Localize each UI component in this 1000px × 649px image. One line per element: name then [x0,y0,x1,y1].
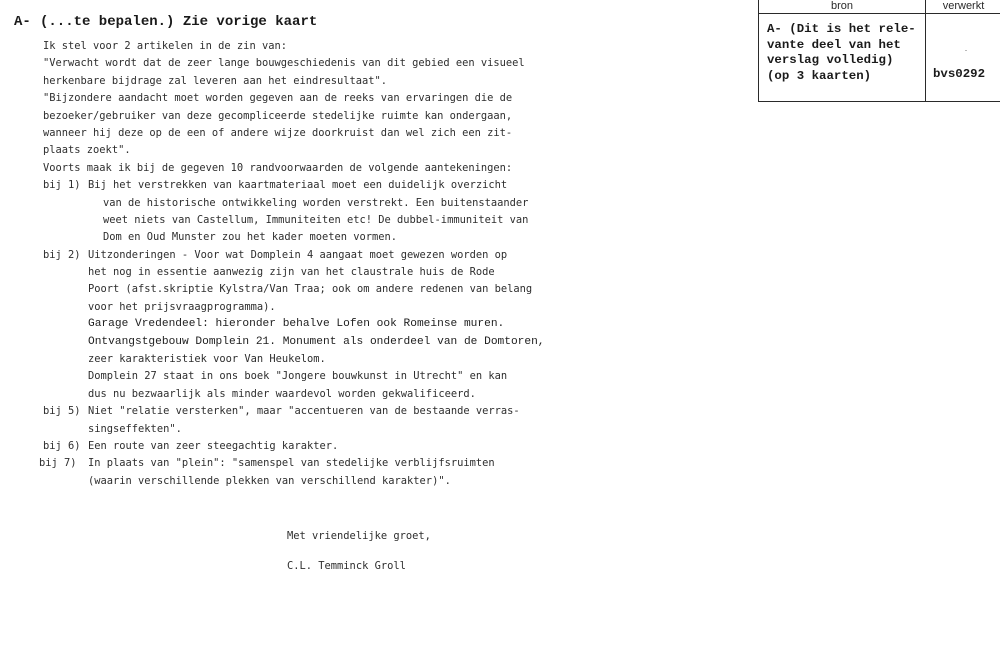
note-line: van de historische ontwikkeling worden verstrekt. Een buitenstaander [103,196,529,209]
note-line: Garage Vredendeel: hieronder behalve Lofen ook Romeinse muren. [88,318,505,331]
reference-table [758,0,1000,102]
note-line: Niet "relatie versterken", maar "accentueren van de bestaande verras- [88,405,520,418]
body-line: "Bijzondere aandacht moet worden gegeven aan de reeks van ervaringen die de [43,92,513,105]
note-item [43,177,529,247]
note-line: Ontvangstgebouw Domplein 21. Monument als onderdeel van de Domtoren, [88,335,545,348]
body-line: plaats zoekt". [43,144,131,157]
card-title: (...te bepalen.) Zie vorige kaart [40,14,318,30]
reference-table-header [759,0,1000,14]
note-line: Uitzonderingen - Voor wat Domplein 4 aangaat moet gewezen worden op [88,248,508,261]
note-marker: bij 7) [39,457,77,470]
note-line: voor het prijsvraagprogramma). [88,300,276,313]
source-note: A- (Dit is het rele- vante deel van het verslag volledig) (op 3 kaarten) [767,22,916,83]
note-line: Een route van zeer steegachtig karakter. [88,439,339,452]
processed-code: bvs0292 [933,67,986,81]
note-line: Domplein 27 staat in ons boek "Jongere bouwkunst in Utrecht" en kan [88,370,508,383]
note-marker: bij 2) [43,248,81,261]
closing-greeting: Met vriendelijke groet, [287,530,431,542]
card-body [39,38,545,490]
body-line: bezoeker/gebruiker van deze gecompliceerde stedelijke ruimte kan ondergaan, [43,109,513,122]
section-label: A- [14,14,31,30]
note-marker: bij 6) [43,439,81,452]
note-item [43,403,523,438]
note-marker: bij 1) [43,179,81,192]
note-line: dus nu bezwaarlijk als minder waardevol worden gekwalificeerd. [88,387,476,400]
note-line: weet niets van Castellum, Immuniteiten etc! De dubbel-immuniteit van [103,213,529,226]
note-line: In plaats van "plein": "samenspel van stedelijke verblijfsruimten [88,457,495,470]
column-header-verwerkt: verwerkt [942,0,985,12]
note-line: Poort (afst.skriptie Kylstra/Van Traa; ook om andere redenen van belang [88,283,533,296]
note-item [43,247,545,404]
note-line: zeer karakteristiek voor Van Heukelom. [88,353,326,366]
note-line: Bij het verstrekken van kaartmateriaal moet een duidelijk overzicht [88,179,508,192]
column-divider [925,0,926,101]
body-line: Voorts maak ik bij de gegeven 10 randvoorwaarden de volgende aantekeningen: [43,161,513,174]
note-line: (waarin verschillende plekken van verschillend karakter)". [88,474,451,487]
body-line: Ik stel voor 2 artikelen in de zin van: [43,40,287,52]
note-line: het nog in essentie aanwezig zijn van het claustrale huis de Rode [88,266,495,279]
paper-speck [965,50,967,51]
body-line: herkenbare bijdrage zal leveren aan het eindresultaat". [43,74,388,87]
note-line: singseffekten". [88,422,182,435]
signature: C.L. Temminck Groll [287,560,406,572]
column-header-bron: bron [830,0,854,12]
note-marker: bij 5) [43,405,81,418]
note-item [39,455,523,490]
body-line: wanneer hij deze op de een of andere wijze doorkruist dan wel zich een zit- [43,126,513,139]
note-item [43,438,523,455]
note-line: Dom en Oud Munster zou het kader moeten vormen. [103,231,398,244]
body-line: "Verwacht wordt dat de zeer lange bouwgeschiedenis van dit gebied een visueel [43,57,525,70]
